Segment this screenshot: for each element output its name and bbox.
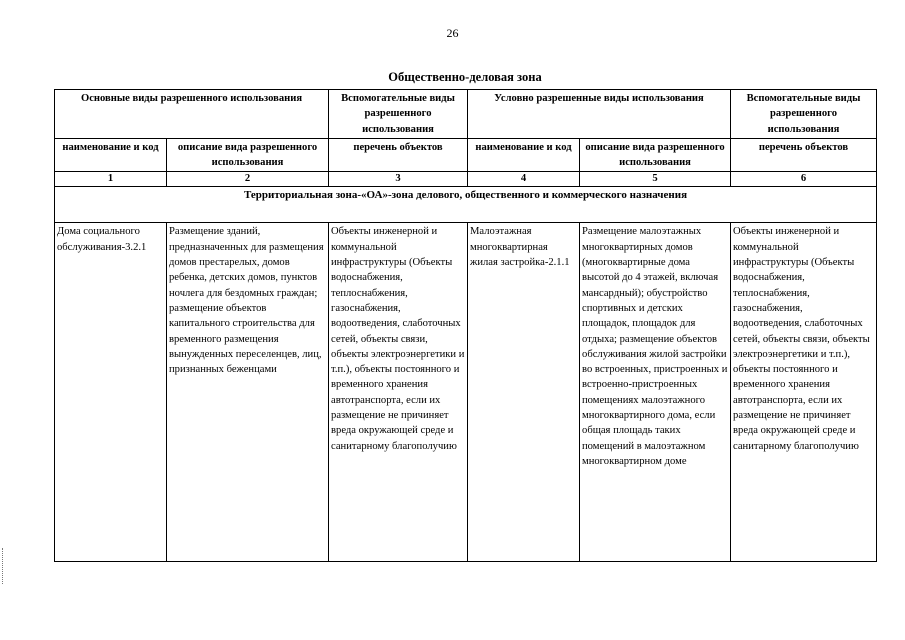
- column-number: 6: [731, 172, 877, 187]
- subheader-object-list-2: перечень объектов: [731, 138, 877, 172]
- subheader-name-code-2: наименование и код: [468, 138, 580, 172]
- header-conditional-uses: Условно разрешенные виды использования: [468, 90, 731, 139]
- column-number-row: [55, 172, 877, 187]
- column-number: 5: [580, 172, 731, 187]
- subheader-object-list-1: перечень объектов: [329, 138, 468, 172]
- cell-name-code-2: Малоэтажная многоквартирная жилая застройка-2.1.1: [468, 223, 580, 562]
- table-row: [55, 223, 877, 562]
- cell-object-list-1: Объекты инженерной и коммунальной инфраструктуры (Объекты водоснабжения, теплоснабжения, газоснабжения, водоотведения, слаботочных сетей, объекты связи, объекты электроэнергетики и т.п.), объекты постоянного и временного хранения автотранспорта, если их размещение не причиняет вреда окружающей среде и санитарному благополучию: [329, 223, 468, 562]
- subheader-name-code-1: наименование и код: [55, 138, 167, 172]
- column-number: 3: [329, 172, 468, 187]
- zone-heading-row: [55, 187, 877, 223]
- cell-description-2: Размещение малоэтажных многоквартирных домов (многоквартирные дома высотой до 4 этажей, включая мансардный); обустройство спортивных и детских площадок, площадок для отдыха; размещение объектов обслуживания жилой застройки во встроенных, пристроенных и встроенно-пристроенных помещениях малоэтажного многоквартирного дома, если общая площадь таких помещений в малоэтажном многоквартирном доме: [580, 223, 731, 562]
- column-number: 2: [167, 172, 329, 187]
- zone-heading: Территориальная зона-«ОА»-зона делового, общественного и коммерческого назначения: [55, 187, 877, 223]
- scan-margin-mark: [2, 548, 7, 584]
- subheader-row: [55, 138, 877, 172]
- header-main-uses: Основные виды разрешенного использования: [55, 90, 329, 139]
- subheader-description-2: описание вида разрешенного использования: [580, 138, 731, 172]
- cell-object-list-2: Объекты инженерной и коммунальной инфраструктуры (Объекты водоснабжения, теплоснабжения, газоснабжения, водоотведения, слаботочных сетей, объекты связи, объекты электроэнергетики и т.п.), объекты постоянного и временного хранения автотранспорта, если их размещение не причиняет вреда окружающей среде и санитарному благополучию: [731, 223, 877, 562]
- zoning-table: [54, 89, 877, 562]
- column-number: 4: [468, 172, 580, 187]
- header-auxiliary-uses-2: Вспомогательные виды разрешенного использования: [731, 90, 877, 139]
- subheader-description-1: описание вида разрешенного использования: [167, 138, 329, 172]
- document-title: Общественно-деловая зона: [388, 70, 542, 84]
- cell-name-code-1: Дома социального обслуживания-3.2.1: [55, 223, 167, 562]
- header-auxiliary-uses-1: Вспомогательные виды разрешенного использования: [329, 90, 468, 139]
- column-number: 1: [55, 172, 167, 187]
- header-group-row: [55, 90, 877, 139]
- cell-description-1: Размещение зданий, предназначенных для размещения домов престарелых, домов ребенка, детских домов, пунктов ночлега для бездомных граждан; размещение объектов капитального строительства для временного размещения вынужденных переселенцев, лиц, признанных беженцами: [167, 223, 329, 562]
- page-number: 26: [446, 26, 459, 40]
